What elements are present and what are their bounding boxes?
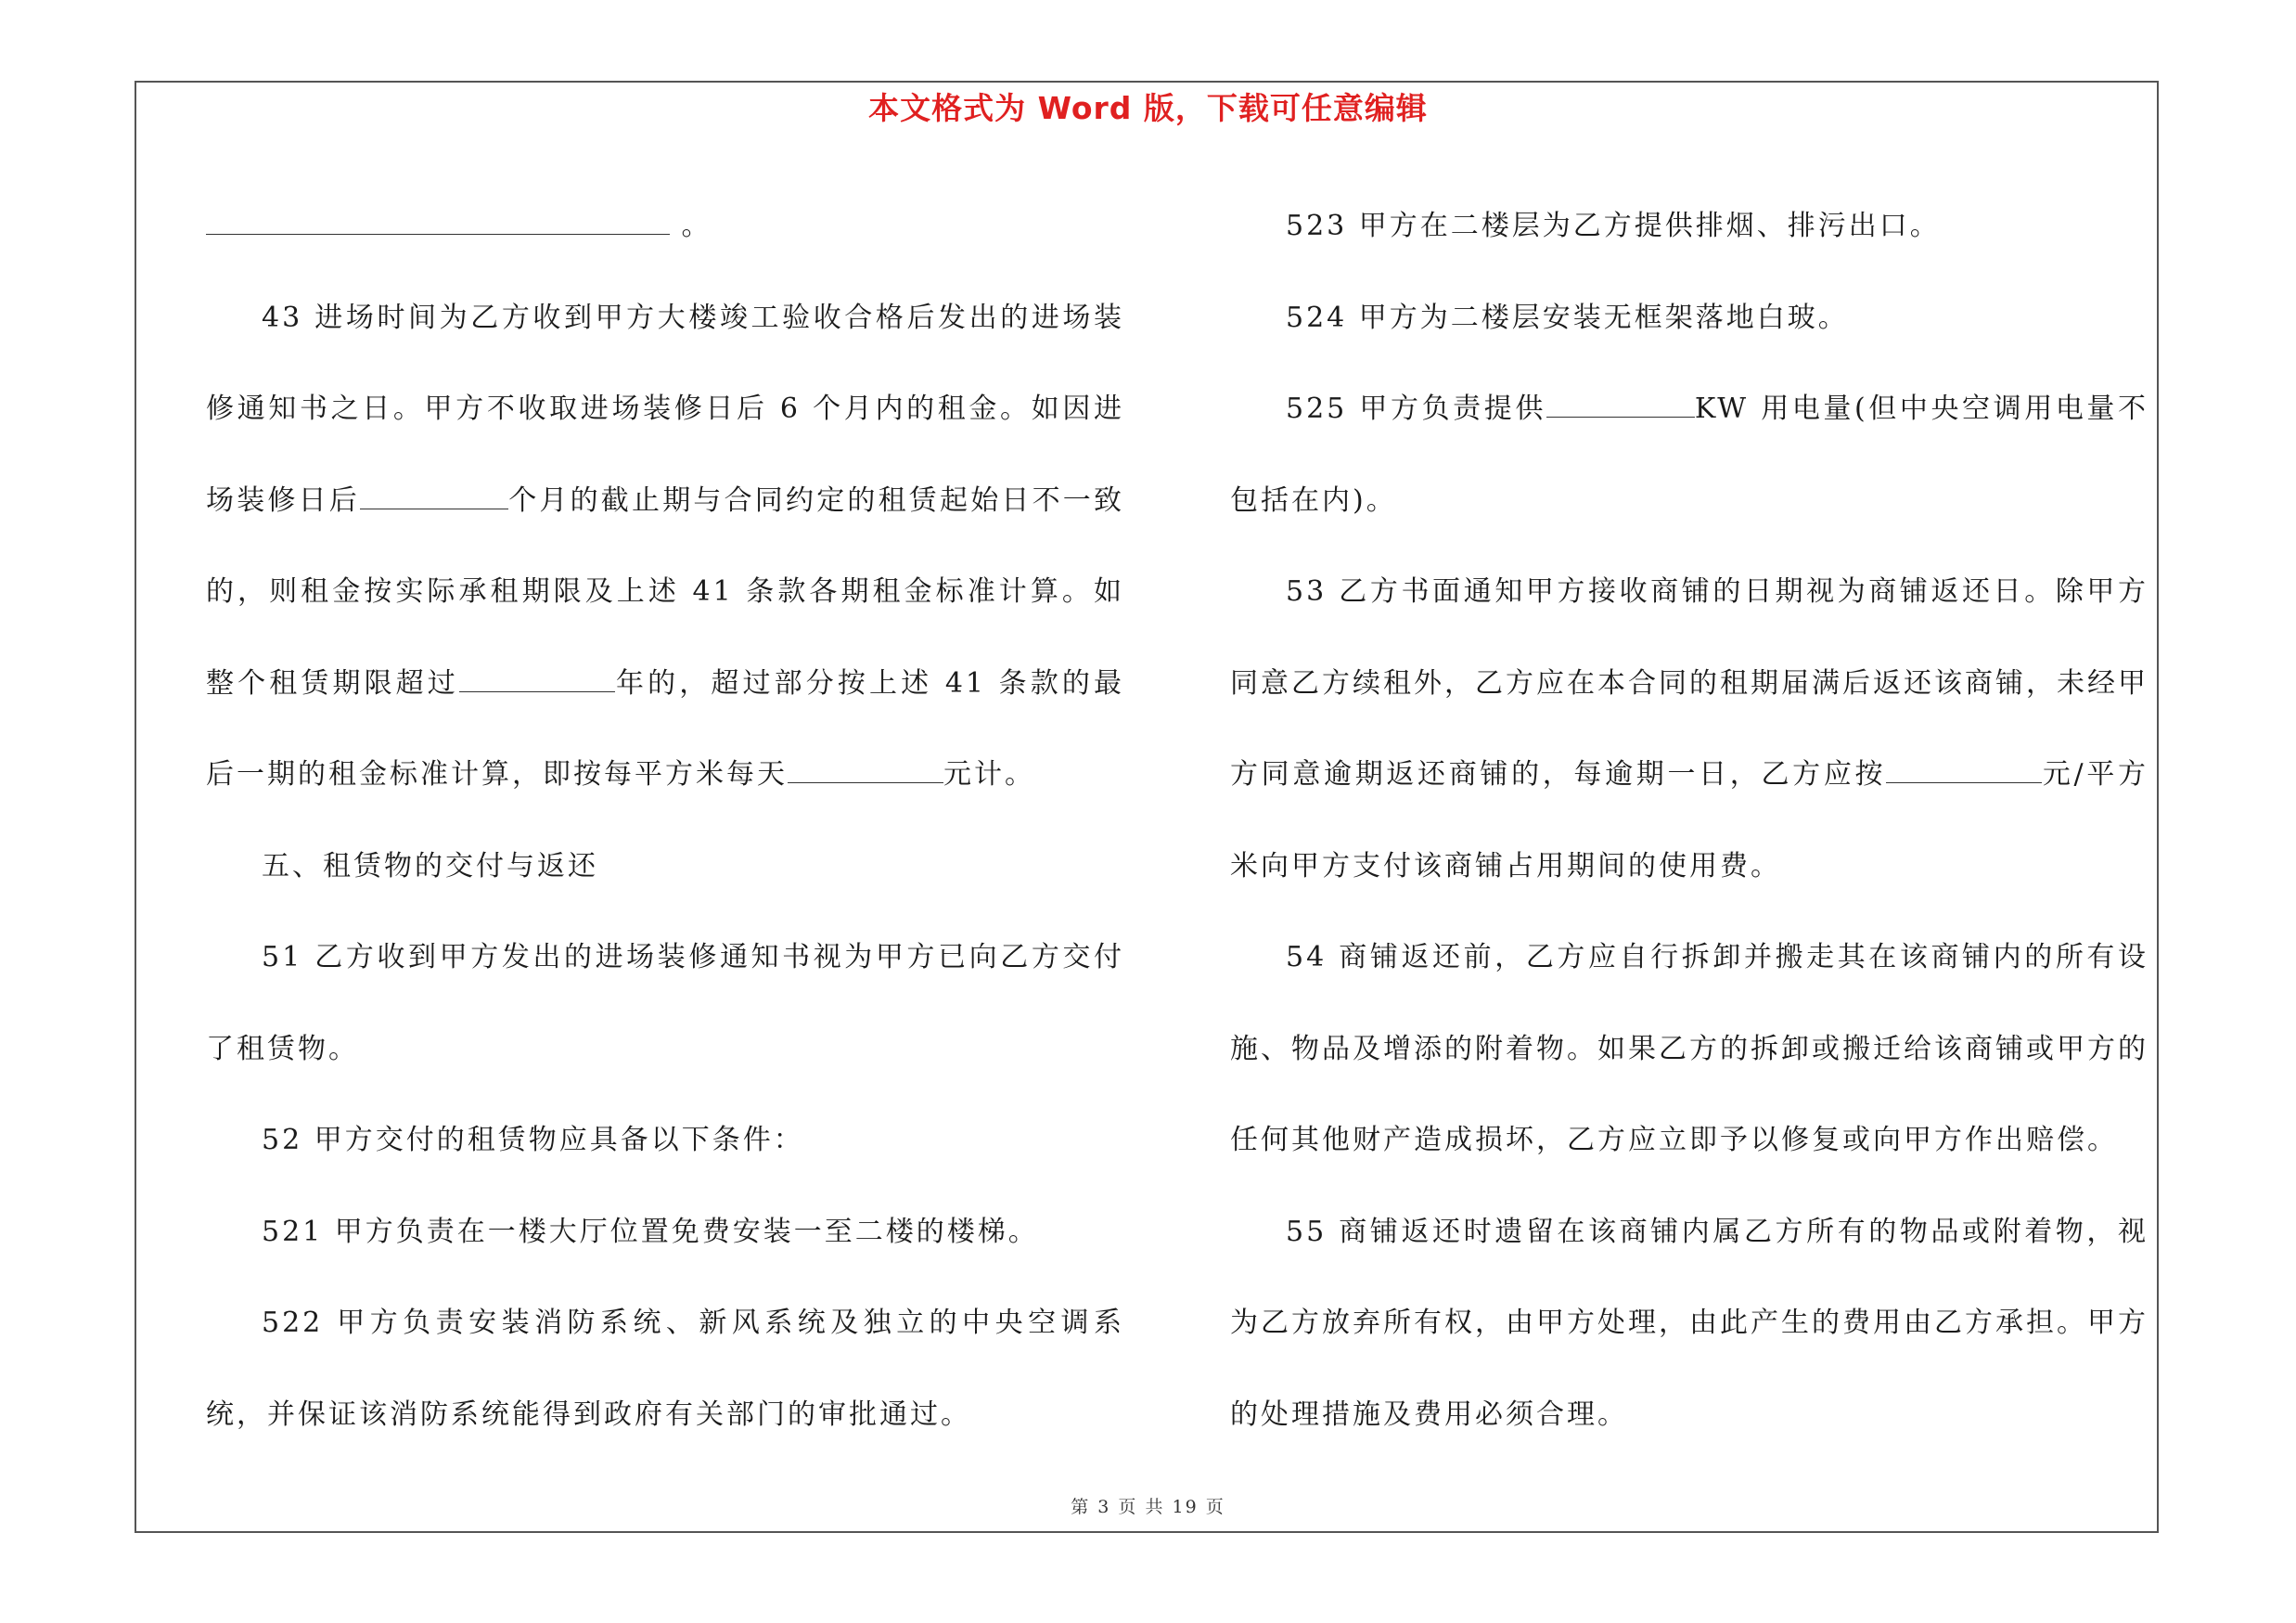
page-number: 第 3 页 共 19 页	[1071, 1497, 1225, 1517]
paragraph-text: 个月的截止期与合同约定的租赁起始日不一致的，则租金按实际承租期限及上述 41 条款各期租金标准计算。如整个租赁期限超过	[206, 483, 1124, 700]
paragraph-clause-52: 52 甲方交付的租赁物应具备以下条件：	[262, 1124, 804, 1156]
paragraph-text: KW 用电量(但中央空调用电量不包括在内)。	[1230, 393, 2148, 517]
paragraph-clause-525	[1230, 364, 2148, 547]
fill-blank	[459, 671, 615, 692]
paragraph-text: 43 进场时间为乙方收到甲方大楼竣工验收合格后发出的进场装修通知书之日。甲方不收取进场装修日后 6 个月内的租金。如因进场装修日后	[206, 301, 1124, 517]
paragraph-text: 元/平方米向甲方支付该商铺占用期间的使用费。	[1230, 758, 2148, 882]
paragraph-text: 525 甲方负责提供	[1286, 393, 1546, 425]
paragraph-clause-53	[1230, 547, 2148, 912]
left-column	[206, 181, 1124, 1461]
paragraph-clause-55: 55 商铺返还时遗留在该商铺内属乙方所有的物品或附着物，视为乙方放弃所有权，由甲方处理，由此产生的费用由乙方承担。甲方的处理措施及费用必须合理。	[1230, 1215, 2148, 1431]
right-column	[1230, 181, 2148, 1461]
paragraph-text: 53 乙方书面通知甲方接收商铺的日期视为商铺返还日。除甲方同意乙方续租外，乙方应在本合同的租期届满后返还该商铺，未经甲方同意逾期返还商铺的，每逾期一日，乙方应按	[1230, 575, 2148, 791]
fill-blank	[360, 488, 508, 509]
paragraph-clause-523: 523 甲方在二楼层为乙方提供排烟、排污出口。	[1286, 210, 1941, 242]
paragraph-text: 年的，超过部分按上述 41 条款的最后一期的租金标准计算，即按每平方米每天	[206, 666, 1125, 791]
paragraph-text: 。	[670, 210, 712, 242]
section-heading: 五、租赁物的交付与返还	[262, 849, 598, 882]
fill-blank	[1886, 762, 2042, 783]
format-banner: 本文格式为 Word 版，下载可任意编辑	[868, 90, 1428, 126]
paragraph-clause-51: 51 乙方收到甲方发出的进场装修通知书视为甲方已向乙方交付了租赁物。	[206, 941, 1124, 1065]
paragraph-continuation	[206, 181, 1124, 273]
fill-blank	[1546, 396, 1695, 418]
paragraph-clause-521: 521 甲方负责在一楼大厅位置免费安装一至二楼的楼梯。	[262, 1215, 1039, 1248]
fill-blank	[788, 762, 943, 783]
fill-blank	[206, 213, 670, 235]
paragraph-text: 元计。	[943, 758, 1035, 791]
paragraph-clause-522: 522 甲方负责安装消防系统、新风系统及独立的中央空调系统，并保证该消防系统能得到政府有关部门的审批通过。	[206, 1307, 1124, 1431]
paragraph-clause-54: 54 商铺返还前，乙方应自行拆卸并搬走其在该商铺内的所有设施、物品及增添的附着物。如果乙方的拆卸或搬迁给该商铺或甲方的任何其他财产造成损坏，乙方应立即予以修复或向甲方作出赔偿。	[1230, 941, 2148, 1156]
paragraph-clause-43	[206, 273, 1124, 821]
paragraph-clause-524: 524 甲方为二楼层安装无框架落地白玻。	[1286, 301, 1849, 334]
